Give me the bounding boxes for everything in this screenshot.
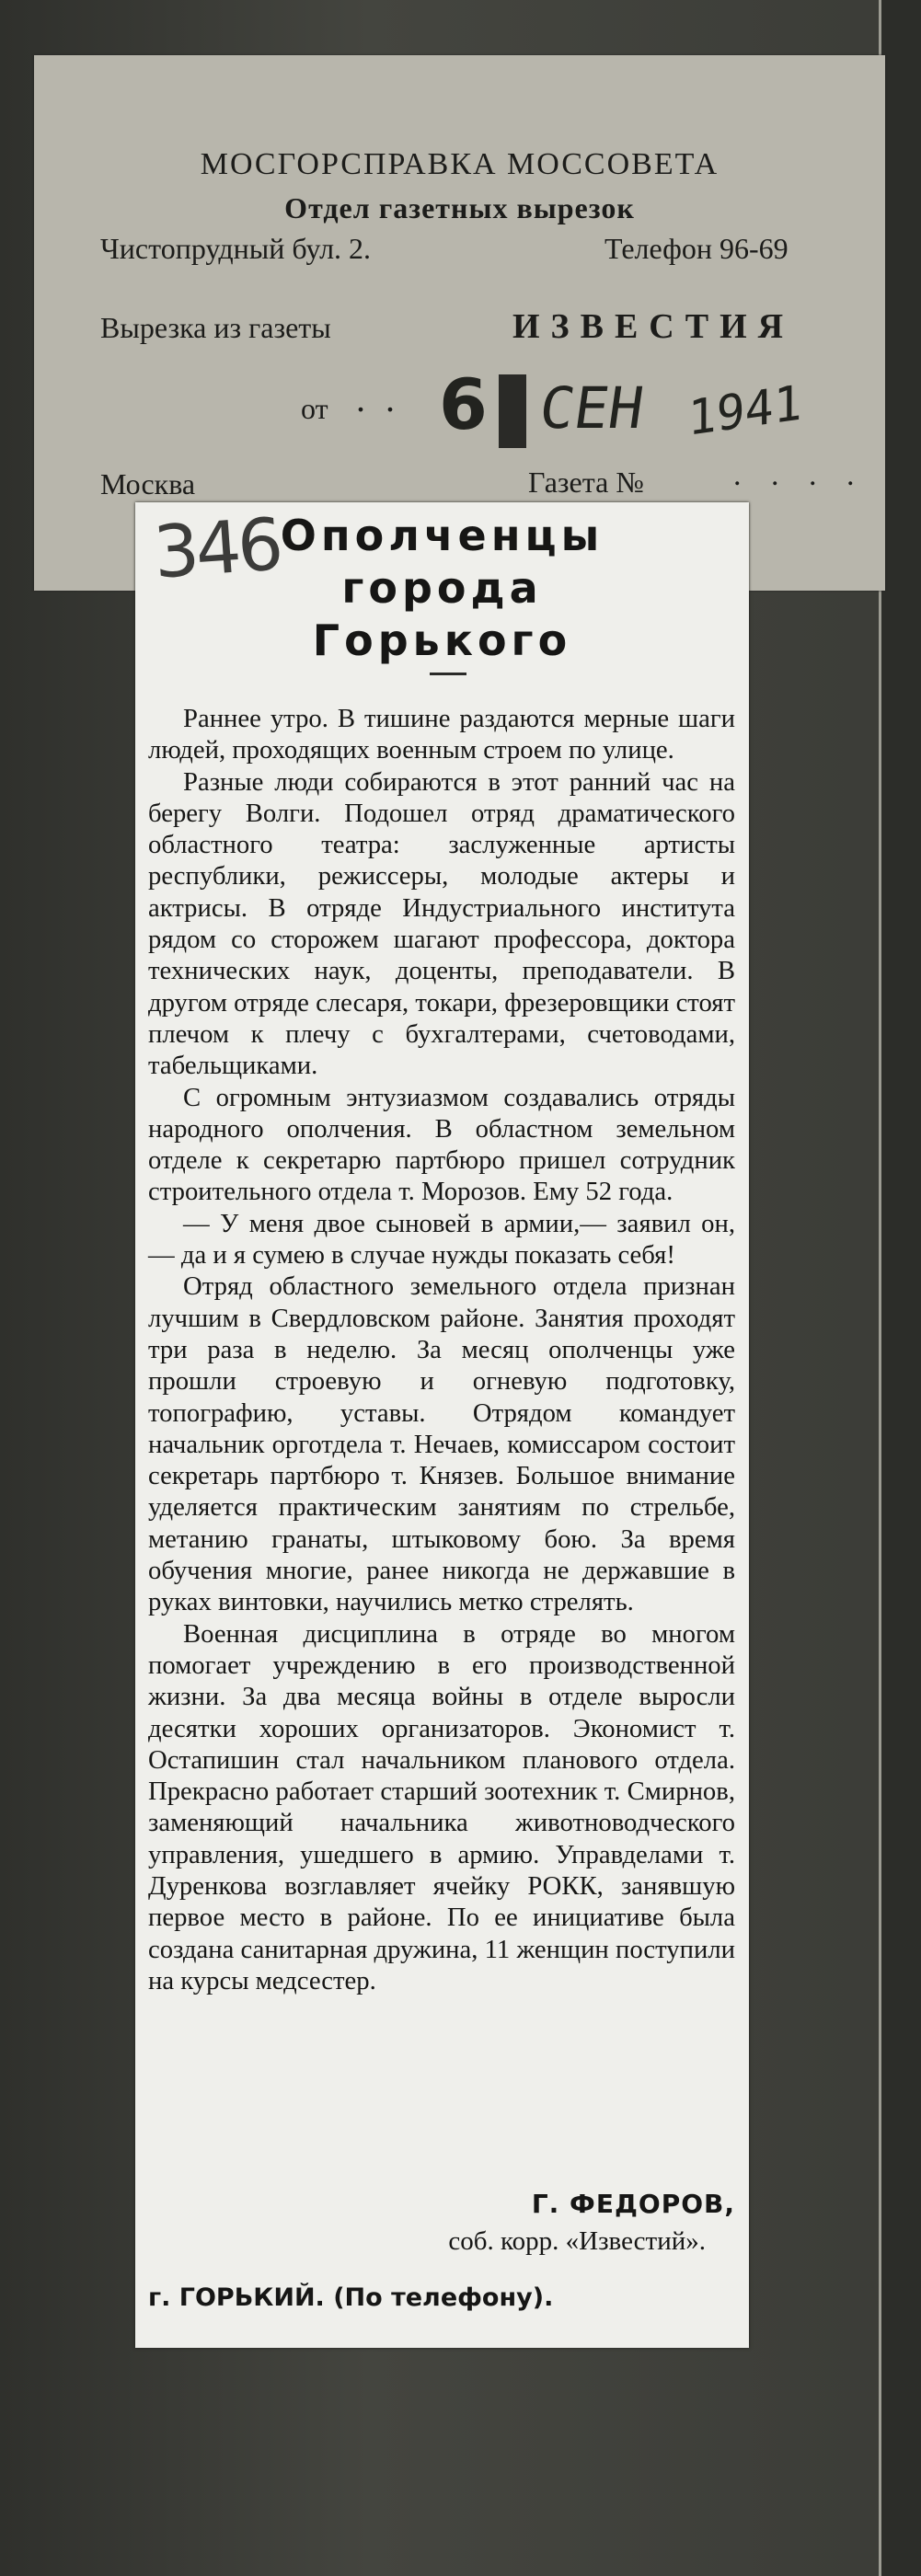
newspaper-name: ИЗВЕСТИЯ <box>512 307 795 346</box>
headline-line: Ополченцы <box>280 511 604 560</box>
author-name: Г. ФЕДОРОВ, <box>531 2189 735 2219</box>
card-phone: Телефон 96-69 <box>604 232 789 265</box>
article-body <box>148 703 735 1996</box>
card-city: Москва <box>100 467 196 500</box>
headline-divider <box>430 673 466 675</box>
author-role: соб. корр. «Известий». <box>448 2226 706 2256</box>
article-paragraph: Раннее утро. В тишине раздаются мерные шаги людей, проходящих военным строем по улице. <box>148 704 735 765</box>
date-dots: . . <box>356 378 400 420</box>
card-subtitle: Отдел газетных вырезок <box>284 191 635 224</box>
stamp-bar <box>499 374 526 448</box>
headline-line: города <box>341 563 543 613</box>
card-title: МОСГОРСПРАВКА МОССОВЕТА <box>200 147 720 181</box>
stamp-year: 1941 <box>687 374 802 448</box>
signature-block <box>148 2186 735 2317</box>
clipping-label: Вырезка из газеты <box>100 311 331 344</box>
from-label: от <box>301 392 328 425</box>
headline-line: Горького <box>312 615 572 665</box>
date-stamp <box>411 354 802 469</box>
article-paragraph: С огромным энтузиазмом создавались отряды народного ополчения. В областном земельном отделе к секретарю партбюро пришел сотрудник строительного отдела т. Морозов. Ему 52 года. <box>148 1082 735 1207</box>
gazeta-number-label: Газета № <box>528 466 644 499</box>
dateline: г. ГОРЬКИЙ. (По телефону). <box>148 2283 554 2312</box>
article-paragraph: — У меня двое сыновей в армии,— заявил он, — да и я сумею в случае нужды показать себя! <box>148 1208 735 1271</box>
article-paragraph: Военная дисциплина в отряде во многом помогает учреждению в его производственной жизни. За два месяца войны в отделе выросли десятки хороших организаторов. Экономист т. Остапишин стал начальником планового отдела. Прекрасно работает старший зоотехник т. Смирнов, заменяющий начальника животноводческого управления, ушедшего в армию. Управделами т. Дуренкова возглавляет ячейку РОКК, занявшую первое место в районе. По ее инициативе была создана санитарная дружина, 11 женщин поступили на курсы медсестер. <box>148 1618 735 1995</box>
stamp-day: 6 <box>439 363 488 445</box>
stamp-month: СЕН <box>535 374 649 442</box>
newspaper-clipping <box>135 502 749 2348</box>
article-paragraph: Отряд областного земельного отдела признан лучшим в Свердловском районе. Занятия проходят три раза в неделю. За месяц ополченцы уже прошли строевую и огневую подготовку, топографию, уставы. Отрядом командует начальник орготдела т. Нечаев, комиссаром состоит секретарь партбюро т. Князев. Большое внимание уделяется практическим занятиям по стрельбе, метанию гранаты, штыковому бою. За время обучения многие, ранее никогда не державшие в руках винтовки, научились метко стрелять. <box>148 1271 735 1617</box>
article-paragraph: Разные люди собираются в этот ранний час на берегу Волги. Подошел отряд драматического областного театра: заслуженные артисты республики, режиссеры, молодые актеры и актрисы. В отряде Индустриального института рядом со сторожем шагают профессора, доктора технических наук, доценты, преподаватели. В другом отряде слесаря, токари, фрезеровщики стоят плечом к плечу с бухгалтерами, счетоводами, табельщиками. <box>148 766 735 1081</box>
gazeta-number-dots: . . . . <box>733 458 866 492</box>
handwritten-number: 346 <box>151 503 282 595</box>
card-address: Чистопрудный бул. 2. <box>100 232 372 265</box>
